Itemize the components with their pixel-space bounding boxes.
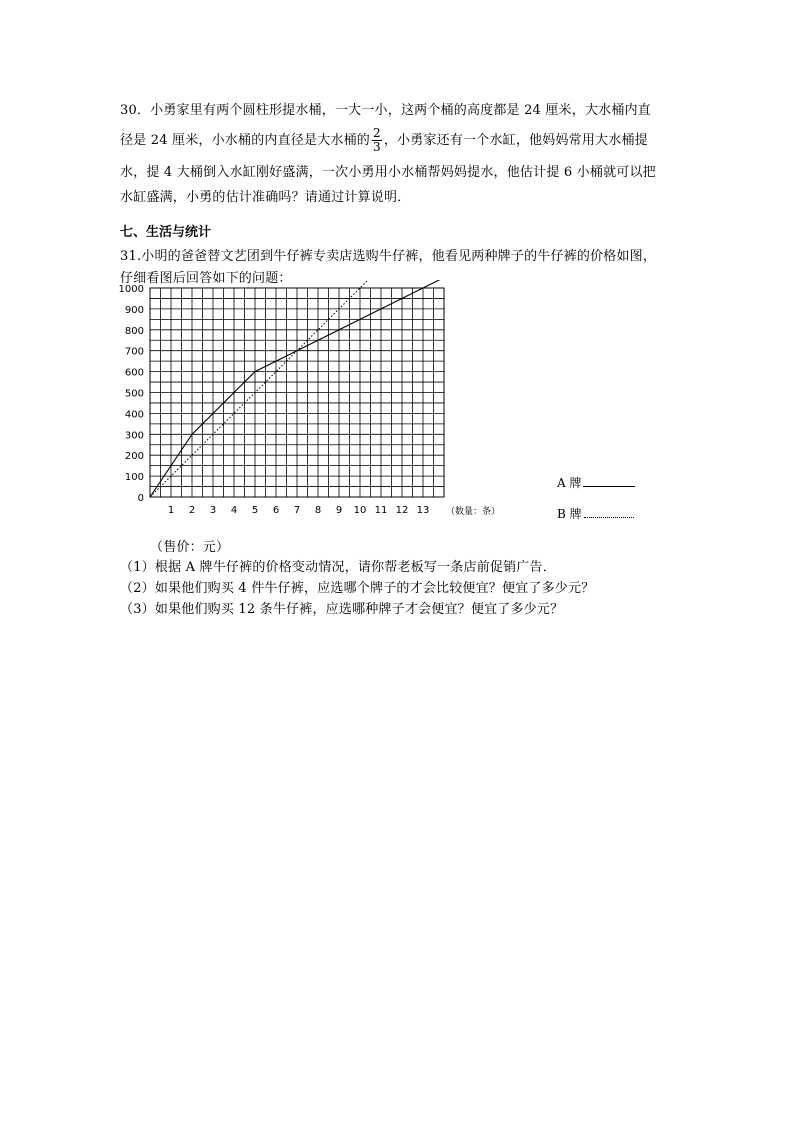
y-tick-label: 900 — [124, 304, 144, 316]
x-tick-label: 12 — [395, 505, 409, 516]
y-tick-label: 0 — [137, 493, 144, 504]
x-tick-label: 11 — [374, 505, 388, 516]
brand-a-label — [557, 474, 635, 491]
q31-line-2: 仔细看图后回答如下的问题： — [120, 271, 292, 286]
q30-line-4: 水缸盛满，小勇的估计准确吗？请通过计算说明． — [120, 190, 411, 205]
x-tick-label: 3 — [209, 505, 217, 516]
q30-line-2 — [120, 127, 648, 154]
y-tick-label: 200 — [124, 451, 144, 463]
x-tick-label: 2 — [188, 505, 196, 516]
price-label: （售价：元） — [150, 540, 230, 555]
brand-b-label — [557, 505, 634, 522]
x-tick-label: 1 — [167, 505, 175, 516]
y-tick-label: 800 — [124, 325, 144, 337]
y-tick-label: 400 — [124, 409, 144, 421]
x-tick-label: 7 — [293, 505, 301, 516]
q30-line-1: 30．小勇家里有两个圆柱形提水桶，一大一小，这两个桶的高度都是 24 厘米，大水桶内直 — [120, 103, 651, 118]
section-heading: 七、生活与统计 — [120, 225, 212, 240]
brand-a-text: A 牌 — [557, 476, 582, 490]
x-tick-label: 13 — [416, 505, 430, 516]
y-tick-label: 700 — [124, 346, 144, 358]
x-tick-label: 4 — [230, 505, 238, 516]
x-axis-ticks — [168, 505, 430, 516]
fraction-numerator: 2 — [373, 126, 381, 140]
y-tick-label: 500 — [124, 388, 144, 400]
y-axis-ticks — [119, 284, 144, 504]
chart-grid — [150, 288, 444, 497]
x-tick-label: 6 — [272, 505, 280, 516]
q31-line-1: 31.小明的爸爸替文艺团到牛仔裤专卖店选购牛仔裤，他看见两种牌子的牛仔裤的价格如图， — [120, 249, 657, 264]
x-axis-unit-label: （数量：条） — [446, 507, 501, 517]
fraction-two-thirds — [372, 127, 382, 154]
brand-a-blank — [583, 475, 635, 487]
y-tick-label: 600 — [124, 367, 144, 379]
sub-question-2: （2）如果他们购买 4 件牛仔裤，应选哪个牌子的才会比较便宜？便宜了多少元？ — [120, 581, 595, 596]
y-tick-label: 100 — [124, 472, 144, 484]
fraction-denominator: 3 — [373, 140, 381, 154]
series-line-dotted — [150, 280, 371, 497]
q30-line-2-after: ，小勇家还有一个水缸，他妈妈常用大水桶提 — [383, 133, 648, 148]
x-tick-label: 5 — [251, 505, 259, 516]
price-chart — [100, 280, 520, 525]
y-tick-label: 300 — [124, 430, 144, 442]
brand-b-text: B 牌 — [557, 507, 582, 521]
sub-question-1: （1）根据 A 牌牛仔裤的价格变动情况，请你帮老板写一条店前促销广告． — [120, 560, 556, 575]
x-tick-label: 9 — [335, 505, 343, 516]
brand-b-blank — [584, 506, 634, 518]
x-tick-label: 8 — [314, 505, 322, 516]
y-tick-label: 1000 — [118, 284, 144, 295]
q30-line-2-before: 径是 24 厘米，小水桶的内直径是大水桶的 — [120, 133, 371, 148]
x-tick-label: 10 — [353, 505, 367, 516]
q30-line-3: 水，提 4 大桶倒入水缸刚好盛满，一次小勇用小水桶帮妈妈提水，他估计提 6 小桶就可以把 — [120, 165, 656, 180]
sub-question-3: （3）如果他们购买 12 条牛仔裤，应选哪种牌子才会便宜？便宜了多少元？ — [120, 602, 564, 617]
